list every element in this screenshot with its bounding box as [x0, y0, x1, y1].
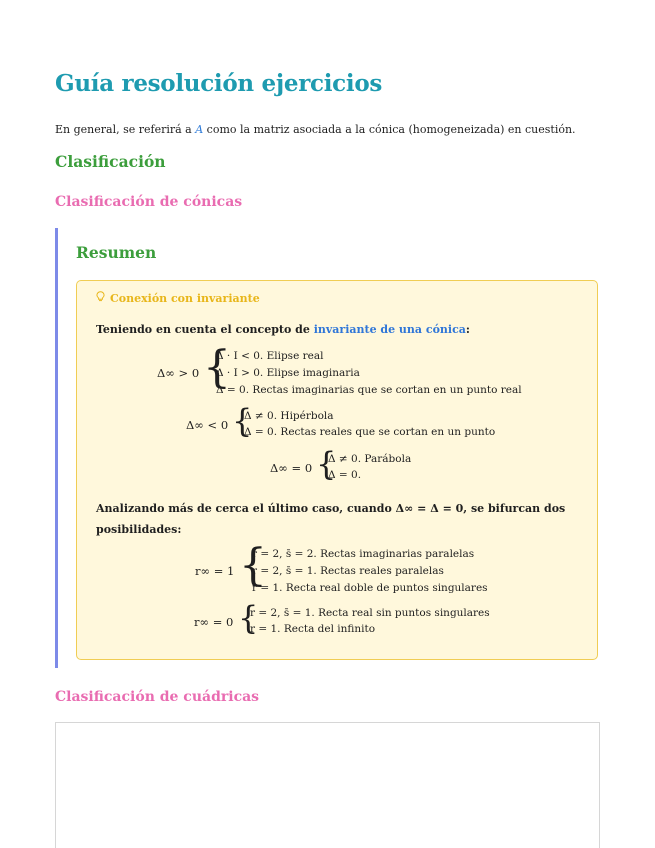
eq1-case: Δ · I < 0. Elipse real: [216, 350, 324, 362]
heading-clasificacion-cuadricas: Clasificación de cuádricas: [55, 689, 260, 705]
lead-colon: :: [465, 323, 470, 336]
eq3-case: Δ = 0.: [328, 469, 362, 481]
eq4-lhs: r∞ = 1: [195, 564, 235, 578]
eq5-brace: {: [238, 599, 259, 637]
eq1-case: Δ · I > 0. Elipse imaginaria: [216, 367, 360, 379]
invariant-lead: [96, 323, 470, 336]
eq4-case: r = 2, s̄ = 1. Rectas reales paralelas: [252, 565, 444, 577]
eq4-case: r = 2, s̄ = 2. Rectas imaginarias paralelas: [252, 548, 475, 560]
intro-text-before: En general, se referirá a: [55, 123, 196, 136]
eq2-case: Δ ≠ 0. Hipérbola: [244, 410, 334, 422]
intro-paragraph: [55, 123, 576, 136]
summary-heading: Resumen: [76, 243, 157, 262]
intro-text-after: como la matriz asociada a la cónica (homogeneizada) en cuestión.: [203, 123, 576, 136]
eq2-lhs: Δ∞ < 0: [186, 418, 229, 432]
invariant-box-title: [96, 291, 260, 305]
eq3-lhs: Δ∞ = 0: [270, 461, 313, 475]
eq2-brace: {: [232, 402, 253, 440]
heading-clasificacion: Clasificación: [55, 152, 166, 171]
bifurcation-paragraph: Analizando más de cerca el último caso, cuando Δ∞ = Δ = 0, se bifurcan dos posibilidades:: [96, 502, 566, 536]
lead-text: Teniendo en cuenta el concepto de: [96, 323, 314, 336]
eq1-lhs: Δ∞ > 0: [157, 366, 200, 380]
eq5-case: r = 1. Recta del infinito: [250, 623, 376, 635]
eq3-case: Δ ≠ 0. Parábola: [328, 453, 412, 465]
matrix-variable: A: [195, 123, 204, 136]
eq4-brace: {: [239, 540, 267, 591]
lightbulb-icon: [96, 291, 105, 305]
eq2-case: Δ = 0. Rectas reales que se cortan en un punto: [244, 426, 496, 438]
invariant-link[interactable]: invariante de una cónica: [313, 323, 466, 336]
eq3-brace: {: [316, 445, 337, 483]
eq1-brace: {: [203, 342, 231, 393]
eq1-case: Δ = 0. Rectas imaginarias que se cortan en un punto real: [216, 384, 522, 396]
eq5-case: r = 2, s̄ = 1. Recta real sin puntos singulares: [250, 607, 490, 619]
eq4-case: r = 1. Recta real doble de puntos singulares: [252, 582, 488, 594]
page-title: Guía resolución ejercicios: [55, 70, 383, 97]
box-title-text: Conexión con invariante: [110, 292, 260, 305]
heading-clasificacion-conicas: Clasificación de cónicas: [55, 194, 243, 210]
eq5-lhs: r∞ = 0: [194, 615, 234, 629]
content-frame: [55, 722, 600, 848]
